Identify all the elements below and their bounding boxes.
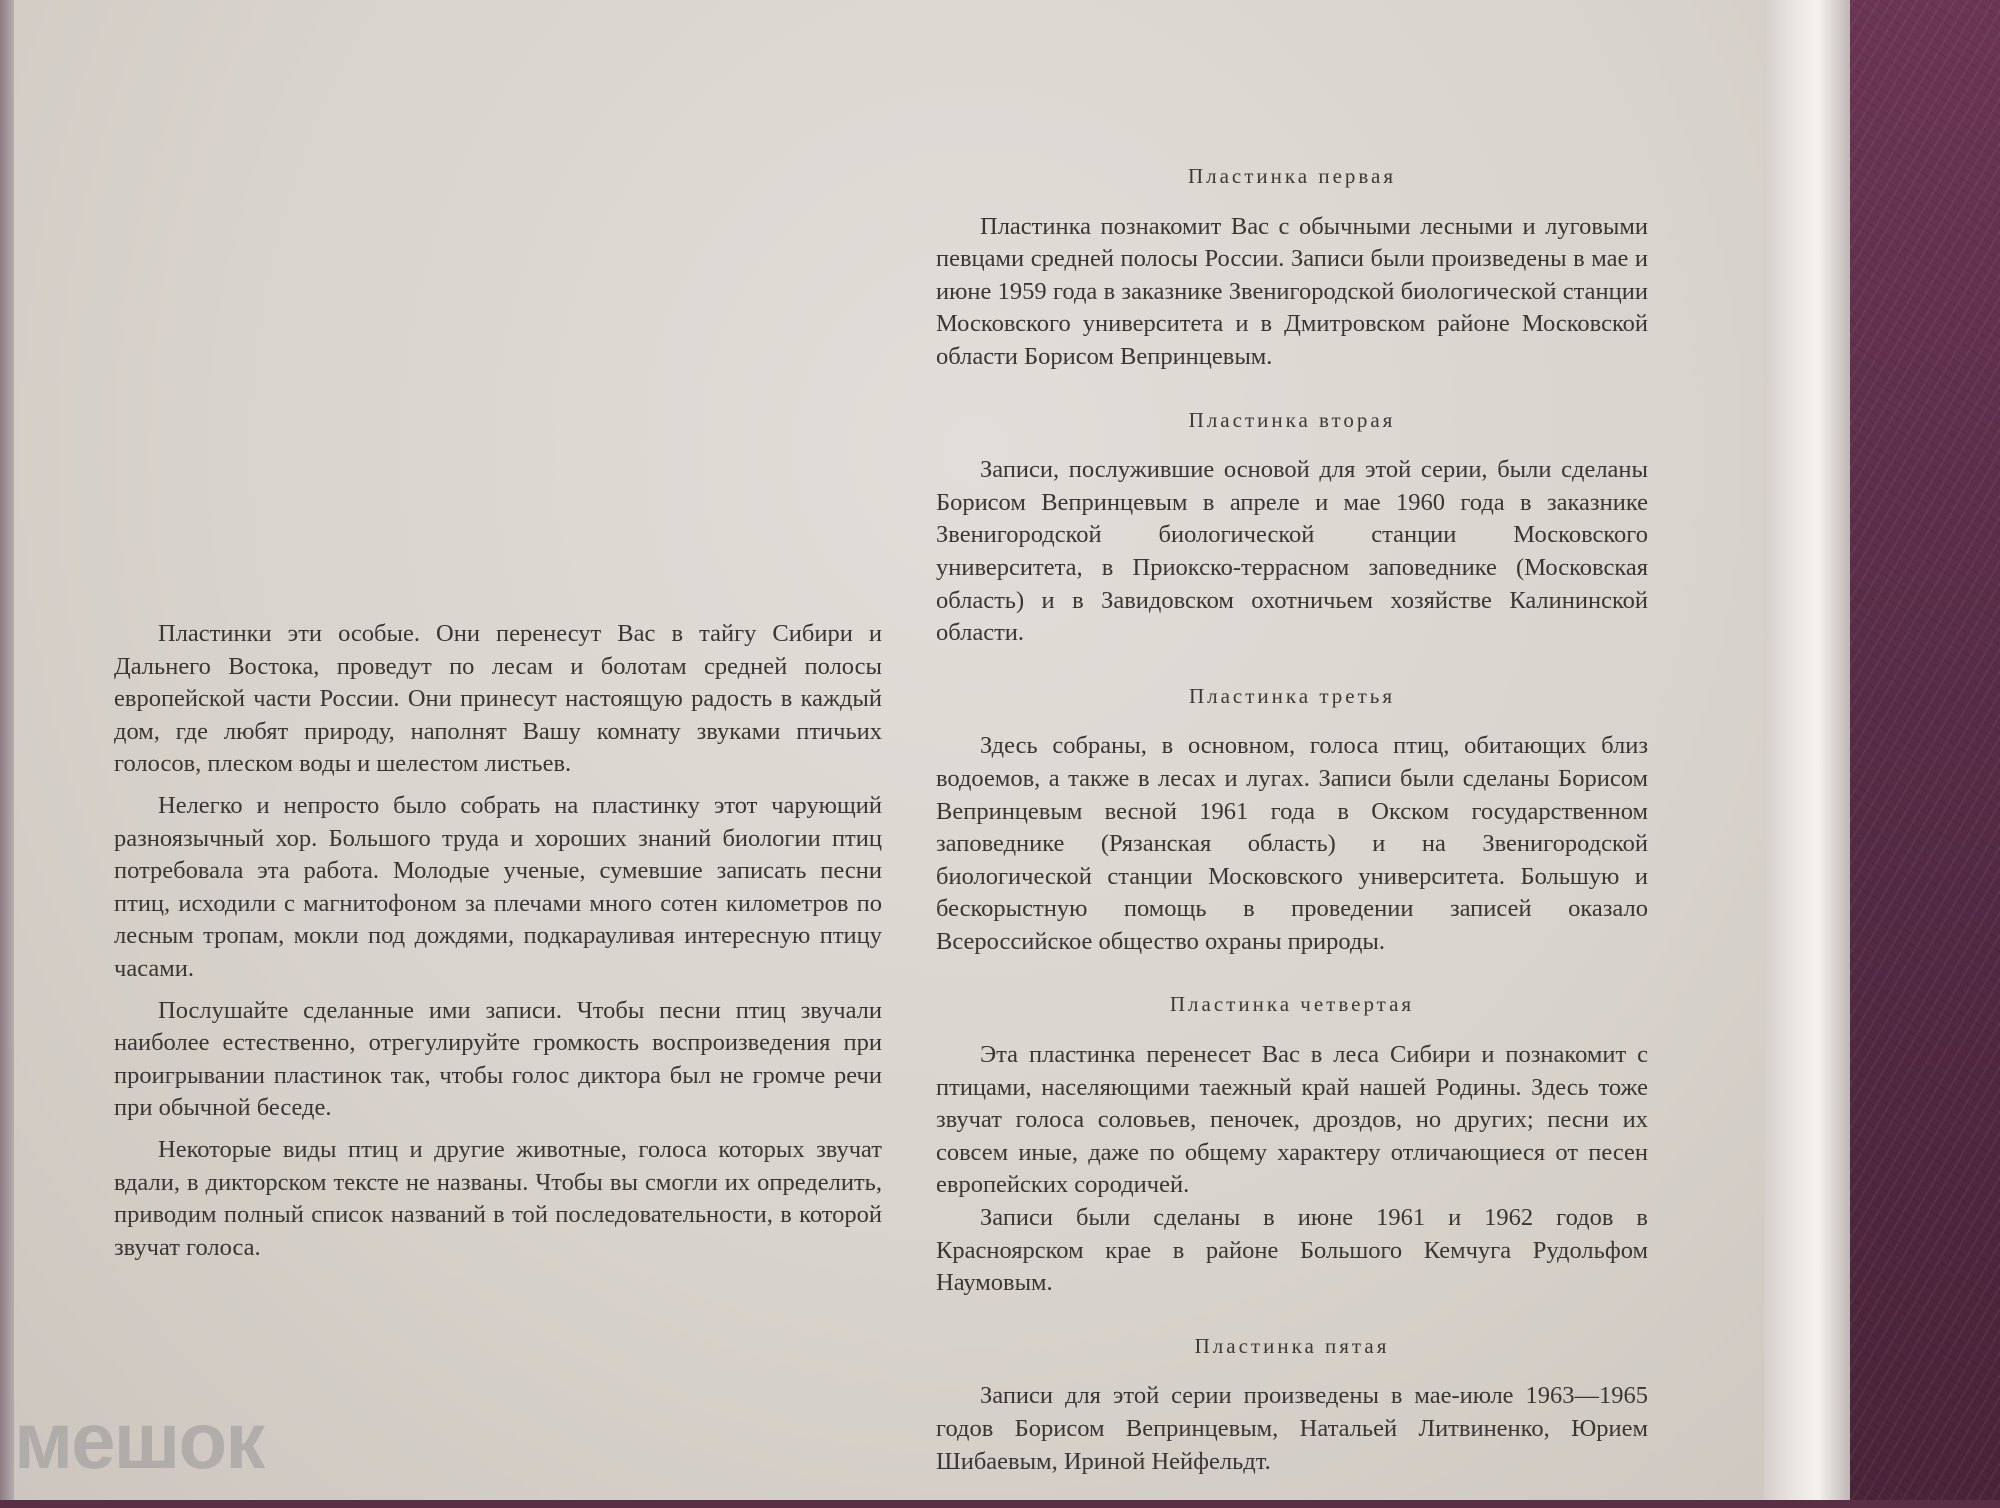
record-heading: Пластинка третья bbox=[1188, 683, 1396, 708]
record-paragraph: Записи, послужившие основой для этой серии, были сделаны Борисом Вепринцевым в апреле и мае 1960 года в заказнике Звенигородской биологической станции Московского университета, в Приокско-террасном заповеднике (Московская область) и в Завидовском охотничьем хозяйстве Калининской области. bbox=[936, 456, 1648, 647]
record-heading: Пластинка пятая bbox=[1194, 1333, 1390, 1358]
watermark-logo: мешок bbox=[14, 1396, 264, 1485]
tablecloth-background bbox=[1840, 0, 2000, 1500]
intro-paragraph: Некоторые виды птиц и другие животные, голоса которых звучат вдали, в дикторском тексте не названы. Чтобы вы смогли их определить, приводим полный список названий в той последовательности, в которой звучат голоса. bbox=[114, 1135, 882, 1261]
intro-paragraph: Послушайте сделанные ими записи. Чтобы песни птиц звучали наиболее естественно, отрегулируйте громкость воспроизведения при проигрывании пластинок так, чтобы голос диктора был не громче речи при обычной беседе. bbox=[114, 996, 882, 1122]
record-paragraph: Пластинка познакомит Вас с обычными лесными и луговыми певцами средней полосы России. Записи были произведены в мае и июне 1959 года в заказнике Звенигородской биологической станции Московского университета и в Дмитровском районе Московской области Борисом Вепринцевым. bbox=[936, 212, 1648, 370]
record-heading: Пластинка четвертая bbox=[1169, 992, 1415, 1017]
intro-paragraph: Пластинки эти особые. Они перенесут Вас в тайгу Сибири и Дальнего Востока, проведут по лесам и болотам средней полосы европейской части России. Они принесут настоящую радость в каждый дом, где любят природу, наполнят Вашу комнату звуками птичьих голосов, плеском воды и шелестом листьев. bbox=[114, 620, 882, 778]
record-paragraph: Записи были сделаны в июне 1961 и 1962 годов в Красноярском крае в районе Большого Кемчуга Рудольфом Наумовым. bbox=[936, 1204, 1648, 1297]
record-section-5 bbox=[936, 1330, 1648, 1478]
record-paragraph: Записи для этой серии произведены в мае-июле 1963—1965 годов Борисом Вепринцевым, Натальей Литвиненко, Юрием Шибаевым, Ириной Нейфельдт. bbox=[936, 1382, 1648, 1475]
record-heading: Пластинка первая bbox=[1187, 164, 1397, 188]
record-paragraph: Эта пластинка перенесет Вас в леса Сибири и познакомит с птицами, населяющими таежный край нашей Родины. Здесь тоже звучат голоса соловьев, пеночек, дроздов, но других; песни их совсем иные, даже по общему характеру отличающиеся от песен европейских сородичей. bbox=[936, 1041, 1648, 1199]
record-section-1 bbox=[936, 160, 1648, 374]
booklet-page bbox=[14, 0, 1764, 1500]
records-column bbox=[936, 160, 1648, 1508]
record-heading: Пластинка вторая bbox=[1188, 407, 1396, 432]
record-section-2 bbox=[936, 404, 1648, 650]
record-paragraph: Здесь собраны, в основном, голоса птиц, обитающих близ водоемов, а также в лесах и лугах. Записи были сделаны Борисом Вепринцевым весной 1961 года в Окском государственном заповеднике (Рязанская область) и на Звенигородской биологической станции Московского университета. Большую и бескорыстную помощь в проведении записей оказало Всероссийское общество охраны природы. bbox=[936, 732, 1648, 955]
page-stack-edge bbox=[1760, 0, 1850, 1500]
intro-paragraph: Нелегко и непросто было собрать на пластинку этот чарующий разноязычный хор. Большого труда и хороших знаний биологии птиц потребовала эта работа. Молодые ученые, сумевшие записать песни птиц, исходили с магнитофоном за плечами много сотен километров по лесным тропам, мокли под дождями, подкарауливая интересную птицу часами. bbox=[114, 791, 882, 982]
record-section-4 bbox=[936, 988, 1648, 1299]
record-section-3 bbox=[936, 680, 1648, 959]
intro-column bbox=[114, 618, 882, 1273]
